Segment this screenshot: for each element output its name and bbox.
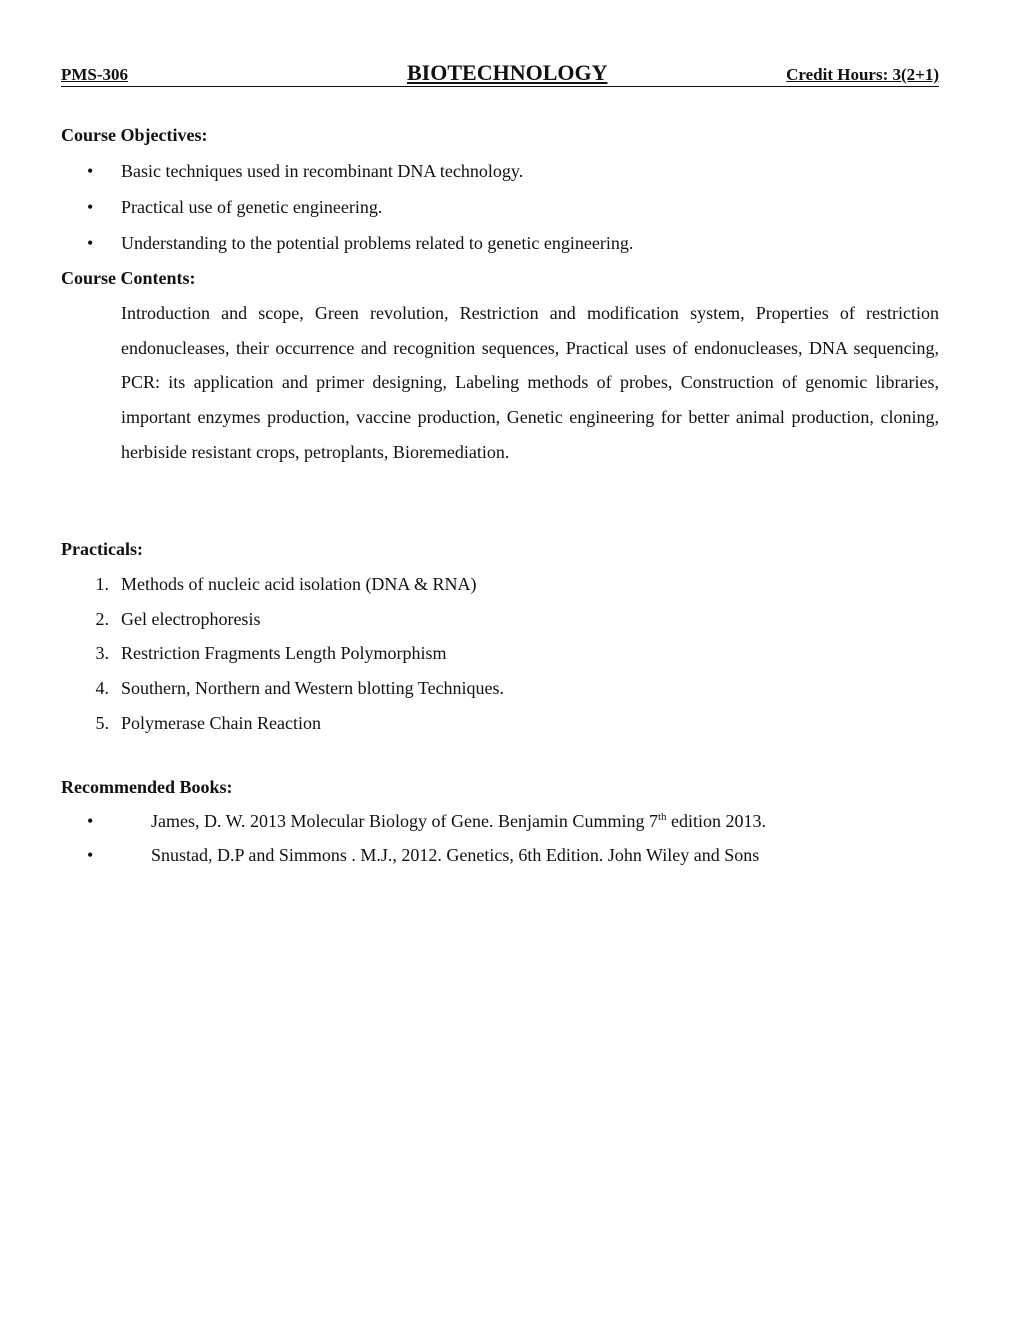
objective-text: Basic techniques used in recombinant DNA technology. — [121, 161, 524, 181]
ordinal-suffix: th — [657, 811, 667, 823]
book-citation-tail: edition 2013. — [666, 811, 767, 831]
contents-heading: Course Contents: — [61, 268, 196, 288]
list-number: 2. — [95, 609, 109, 629]
objective-text: Practical use of genetic engineering. — [121, 197, 383, 217]
bullet-icon: • — [87, 161, 94, 181]
bullet-icon: • — [87, 811, 94, 831]
practical-text: Methods of nucleic acid isolation (DNA & RNA) — [121, 574, 477, 594]
bullet-icon: • — [87, 845, 94, 865]
list-number: 1. — [95, 574, 109, 594]
course-code: PMS-306 — [61, 65, 129, 84]
practical-text: Restriction Fragments Length Polymorphism — [121, 643, 447, 663]
objectives-heading: Course Objectives: — [61, 125, 208, 145]
page-header — [61, 58, 939, 87]
list-number: 4. — [95, 678, 109, 698]
book-citation-main: James, D. W. 2013 Molecular Biology of Gene. Benjamin Cumming 7 — [151, 811, 658, 831]
list-number: 3. — [95, 643, 109, 663]
bullet-icon: • — [87, 233, 94, 253]
list-number: 5. — [95, 713, 109, 733]
practicals-heading: Practicals: — [61, 539, 143, 559]
book-citation — [151, 811, 766, 832]
course-title: BIOTECHNOLOGY — [407, 60, 608, 85]
bullet-icon: • — [87, 197, 94, 217]
books-heading: Recommended Books: — [61, 777, 233, 797]
book-citation: Snustad, D.P and Simmons . M.J., 2012. Genetics, 6th Edition. John Wiley and Sons — [151, 845, 760, 865]
credit-hours: Credit Hours: 3(2+1) — [786, 65, 939, 84]
contents-paragraph: Introduction and scope, Green revolution, Restriction and modification system, Properties of restriction endonucleases, their occurrence and recognition sequences, Practical uses of endonucleases, DNA sequencing, PCR: its application and primer designing, Labeling methods of probes, Construction of genomic libraries, important enzymes production, vaccine production, Genetic engineering for better animal production, cloning, herbiside resistant crops, petroplants, Bioremediation. — [121, 303, 939, 462]
practical-text: Gel electrophoresis — [121, 609, 261, 629]
practical-text: Southern, Northern and Western blotting Techniques. — [121, 678, 505, 698]
objective-text: Understanding to the potential problems related to genetic engineering. — [121, 233, 634, 253]
practical-text: Polymerase Chain Reaction — [121, 713, 321, 733]
